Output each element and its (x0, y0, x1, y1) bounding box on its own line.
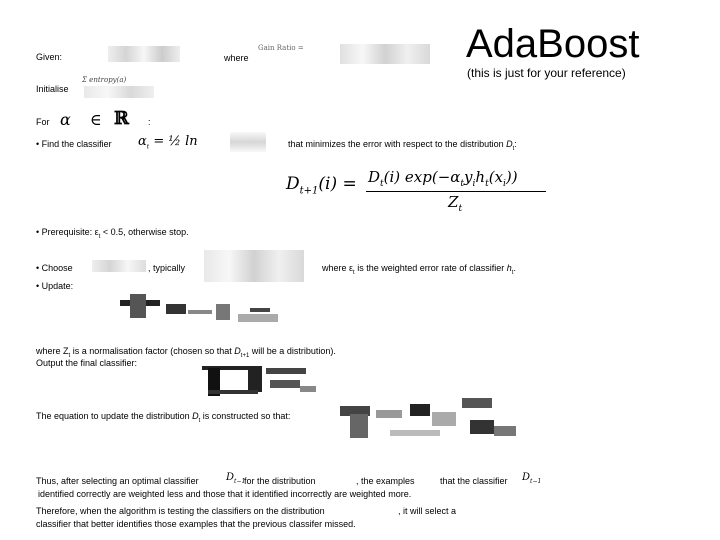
den-z: Z (448, 193, 459, 211)
gain-ratio-fraction-image (340, 44, 430, 64)
equation-update-end: is constructed so that: (200, 411, 291, 421)
equation-update-d: D (192, 411, 199, 421)
alpha-symbol: α (60, 110, 71, 129)
d-update-numerator (368, 168, 518, 189)
norm-mid: is a normalisation factor (chosen so that (70, 346, 235, 356)
therefore-text-2: , it will select a (398, 506, 457, 516)
reals-symbol: ℝ (114, 108, 129, 129)
equation-update-text (36, 411, 290, 425)
fraction-bar (366, 191, 546, 192)
where-eps-text: where $\varepsilon_t$ is the weighted error rate of classifier $h_t$. (322, 263, 516, 276)
prerequisite-rest: < 0.5, otherwise stop. (100, 227, 189, 237)
num-h: h (475, 168, 486, 186)
distribution-d-sub: t (512, 145, 515, 152)
minimizes-colon: : (514, 139, 517, 149)
norm-d-sub: t+1 (240, 352, 250, 359)
prerequisite-span: • Prerequisite: ε (36, 227, 99, 237)
alpha-eq-sub: t (146, 143, 150, 151)
slide-title: AdaBoost (466, 22, 640, 66)
thus-classifier-symbol-2 (522, 472, 541, 485)
num-h-sub: t (485, 179, 489, 189)
identified-text: identified correctly are weighted less and those that it identified incorrectly are weighted more. (38, 489, 412, 499)
norm-span: where Z (36, 346, 69, 356)
thus-text-3: , the examples (356, 476, 415, 486)
alpha-fraction-image (230, 132, 266, 152)
therefore-text-1: Therefore, when the algorithm is testing the classifiers on the distribution (36, 506, 325, 516)
update-text: • Update: (36, 281, 74, 291)
initialise-formula-image (84, 86, 154, 98)
d-update-denominator (448, 193, 462, 214)
entropy-formula: Σ entropy(a) (82, 76, 127, 84)
d-lhs-arg: (i) = (318, 174, 357, 194)
find-classifier-text: • Find the classifier (36, 139, 112, 149)
norm-d: D (234, 346, 241, 356)
d-lhs-symbol: D (286, 174, 300, 194)
den-z-sub: t (458, 204, 463, 214)
equation-update-d-sub: t (198, 417, 201, 424)
final-classifier-image (200, 362, 320, 398)
num-y-sub: i (472, 179, 476, 189)
update-condition-image (330, 390, 520, 450)
thus-d-sub: t−1 (234, 478, 246, 485)
num-alpha-sub: t (460, 179, 465, 189)
therefore-text-3: classifier that better identifies those examples that the previous classifer missed. (36, 519, 356, 529)
minimizes-error-text (288, 139, 517, 153)
num-exp: (i) exp(−α (383, 168, 461, 186)
where-eps-rest: is the weighted error rate of classifier (354, 263, 507, 273)
minimizes-error-span: that minimizes the error with respect to the distribution (288, 139, 504, 149)
for-colon: : (148, 117, 151, 127)
given-formula-image (108, 46, 180, 62)
where-eps-h-sub: t (511, 269, 514, 276)
initialise-label: Initialise (36, 84, 69, 94)
where-eps-h: h (506, 263, 512, 273)
thus-d-2: D (522, 472, 531, 483)
where-label: where (224, 53, 249, 63)
given-label: Given: (36, 52, 63, 62)
distribution-d-label: D (506, 139, 513, 149)
thus-classifier-symbol (226, 472, 245, 485)
alpha-eq-half-ln: ½ ln (168, 134, 198, 149)
element-of-symbol: ∈ (90, 110, 102, 129)
typically-text: , typically (148, 263, 186, 273)
norm-z-sub: t (68, 352, 71, 359)
choose-formula-image (92, 260, 146, 272)
output-final-text: Output the final classifier: (36, 358, 138, 368)
d-lhs-sub: t+1 (299, 185, 319, 197)
prerequisite-text (36, 227, 189, 241)
alpha-equation (138, 134, 198, 151)
alpha-eq-equals: = (149, 134, 169, 149)
num-x: (x (488, 168, 504, 186)
choose-text: • Choose (36, 263, 73, 273)
num-d: D (368, 168, 381, 186)
for-label: For (36, 117, 50, 127)
update-formula-image (110, 290, 280, 330)
num-d-sub: t (380, 179, 384, 189)
norm-end: will be a distribution). (249, 346, 336, 356)
thus-text-4: that the classifier (440, 476, 508, 486)
thus-text-2: for the distribution (244, 476, 316, 486)
num-close: )) (505, 168, 518, 186)
where-eps-sub: t (353, 269, 355, 276)
where-eps-span: where ε (322, 263, 354, 273)
thus-text-1: Thus, after selecting an optimal classifier (36, 476, 199, 486)
prerequisite-sub: t (98, 233, 101, 240)
thus-d-sub-2: t−1 (530, 478, 542, 485)
thus-d: D (226, 472, 235, 483)
gain-ratio-formula: Gain Ratio = (258, 44, 304, 52)
slide-subtitle: (this is just for your reference) (467, 66, 626, 80)
equation-update-span: The equation to update the distribution (36, 411, 193, 421)
num-y: y (464, 168, 473, 186)
alpha-eq-symbol: α (138, 134, 147, 149)
num-x-sub: i (503, 179, 506, 189)
typically-formula-image (204, 250, 304, 282)
d-update-lhs (286, 174, 357, 196)
